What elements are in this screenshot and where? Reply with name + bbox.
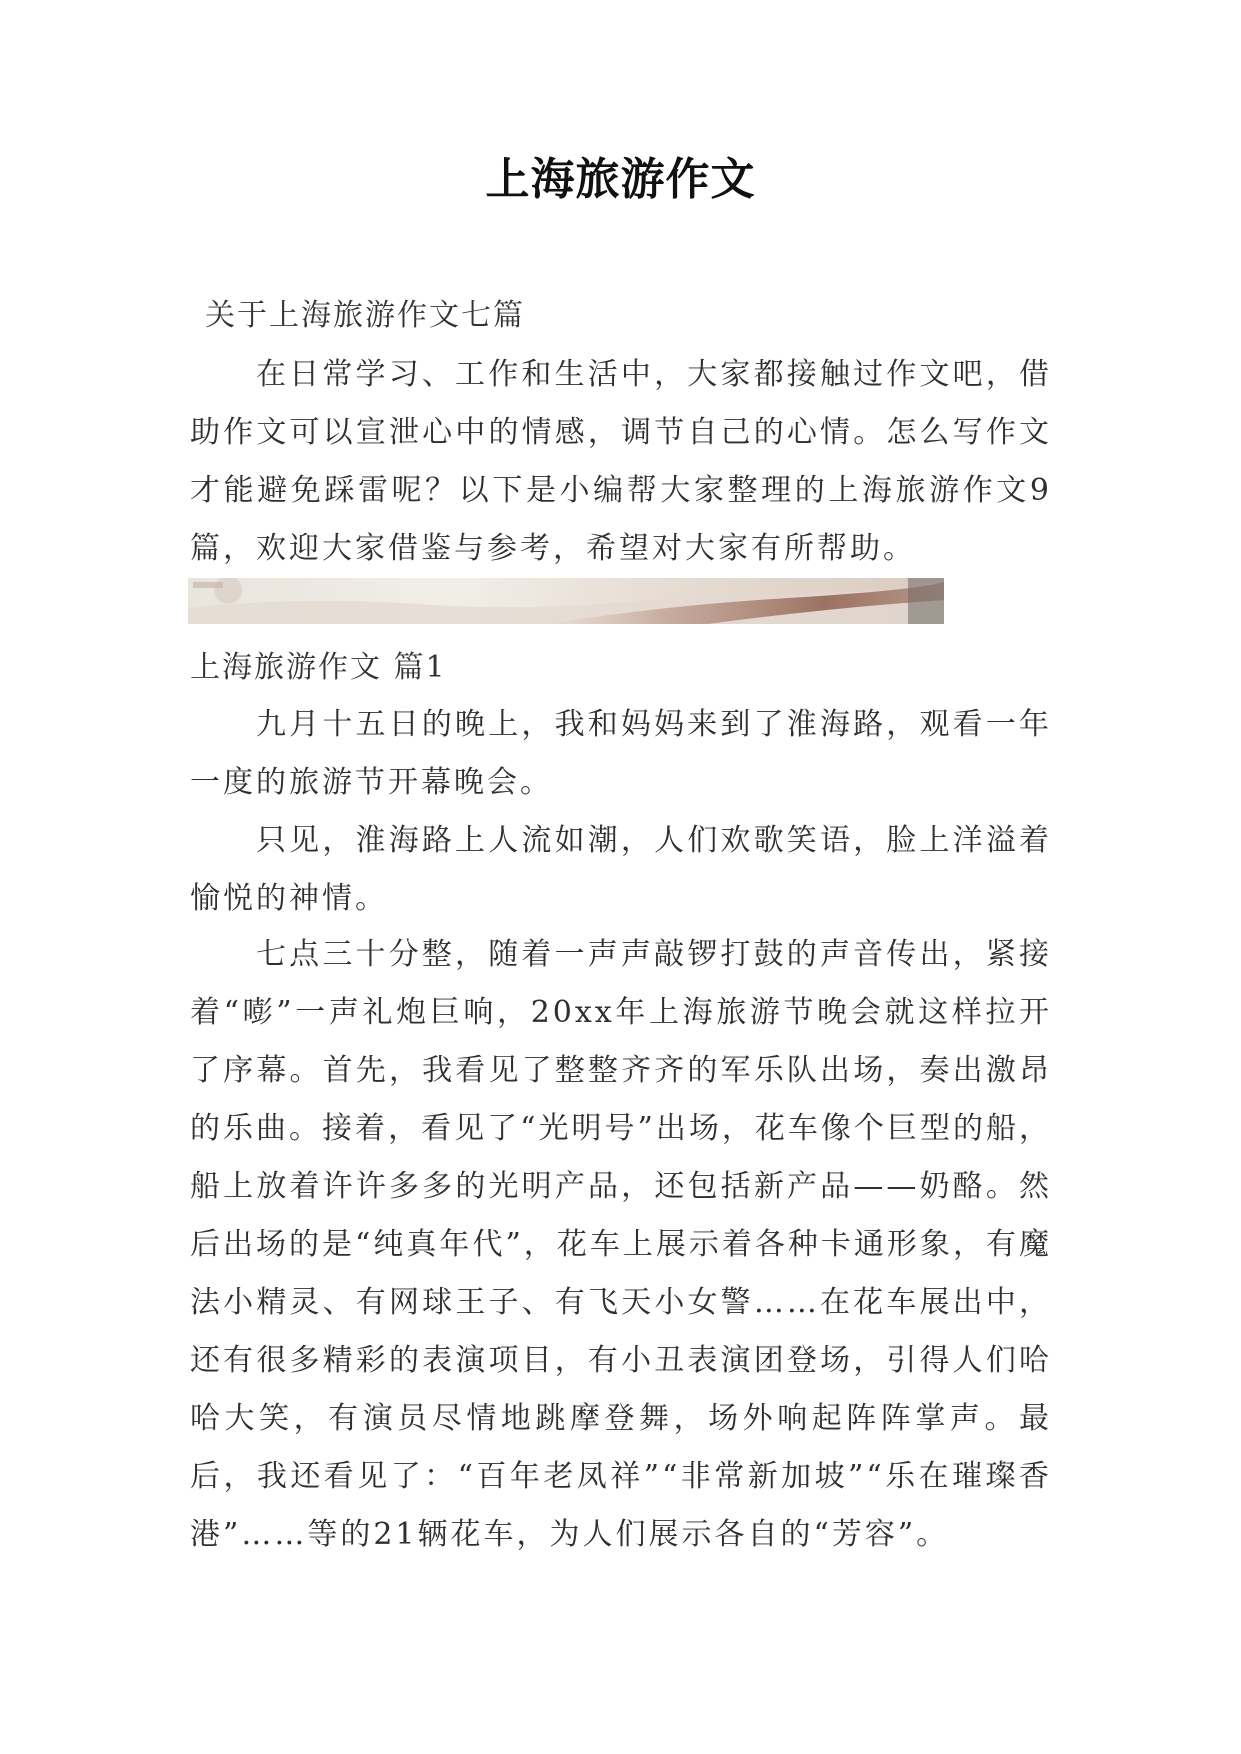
photo-strip (188, 578, 944, 624)
body-paragraph: 七点三十分整，随着一声声敲锣打鼓的声音传出，紧接着“嘭”一声礼炮巨响，20xx年上海旅游节晚会就这样拉开了序幕。首先，我看见了整整齐齐的军乐队出场，奏出激昂的乐曲。接着，看见了“光明号”出场，花车像个巨型的船，船上放着许许多多的光明产品，还包括新产品——奶酪。然后出场的是“纯真年代”，花车上展示着各种卡通形象，有魔法小精灵、有网球王子、有飞天小女警……在花车展出中，还有很多精彩的表演项目，有小丑表演团登场，引得人们哈哈大笑，有演员尽情地跳摩登舞，场外响起阵阵掌声。最后，我还看见了：“百年老凤祥”“非常新加坡”“乐在璀璨香港”……等的21辆花车，为人们展示各自的“芳容”。 (190, 937, 1052, 1552)
body-paragraph: 只见，淮海路上人流如潮，人们欢歌笑语，脸上洋溢着愉悦的神情。 (190, 823, 1052, 916)
intro-paragraph: 在日常学习、工作和生活中，大家都接触过作文吧，借助作文可以宣泄心中的情感，调节自己的心情。怎么写作文才能避免踩雷呢？以下是小编帮大家整理的上海旅游作文9篇，欢迎大家借鉴与参考，希望对大家有所帮助。 (190, 357, 1052, 566)
section-heading: 上海旅游作文 篇1 (190, 650, 447, 685)
document-subtitle: 关于上海旅游作文七篇 (205, 298, 525, 333)
document-title: 上海旅游作文 (485, 154, 756, 205)
photo-strip-image (188, 578, 944, 624)
body-paragraph: 九月十五日的晚上，我和妈妈来到了淮海路，观看一年一度的旅游节开幕晚会。 (190, 707, 1052, 800)
